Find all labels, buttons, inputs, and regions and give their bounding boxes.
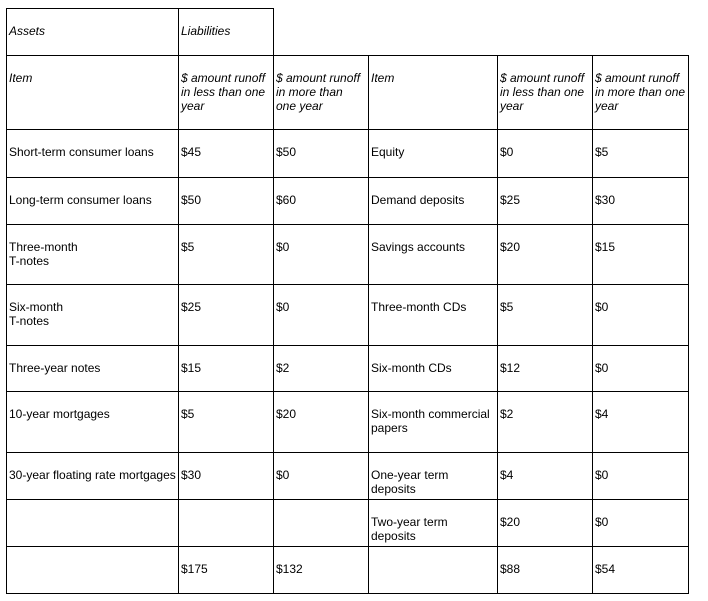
grid-line bbox=[6, 391, 689, 392]
table-cell: $45 bbox=[181, 145, 202, 159]
table-cell: $30 bbox=[595, 193, 616, 207]
table-cell: $15 bbox=[595, 240, 616, 254]
table-cell: $5 bbox=[500, 300, 514, 314]
grid-line bbox=[6, 593, 689, 594]
grid-line bbox=[6, 345, 689, 346]
column-header: $ amount runoff in more than one year bbox=[276, 71, 361, 113]
table-cell: $12 bbox=[500, 361, 521, 375]
liabilities-group-header: Liabilities bbox=[181, 24, 231, 38]
table-cell: $2 bbox=[500, 407, 514, 421]
table-cell: $0 bbox=[500, 145, 514, 159]
column-header: Item bbox=[371, 71, 395, 85]
table-cell: Six-month T-notes bbox=[9, 300, 64, 328]
table-cell: $60 bbox=[276, 193, 297, 207]
table-cell bbox=[274, 513, 368, 546]
table-cell: $50 bbox=[181, 193, 202, 207]
grid-line bbox=[6, 224, 689, 225]
grid-line bbox=[6, 546, 689, 547]
grid-line bbox=[178, 55, 179, 594]
table-cell: Long-term consumer loans bbox=[9, 193, 152, 207]
table-cell: 10-year mortgages bbox=[9, 407, 110, 421]
table-cell: Two-year term deposits bbox=[371, 515, 448, 543]
table-cell: $25 bbox=[500, 193, 521, 207]
table-cell: $0 bbox=[595, 361, 609, 375]
table-cell: $4 bbox=[500, 468, 514, 482]
grid-line bbox=[368, 55, 369, 594]
column-header: Item bbox=[9, 71, 33, 85]
grid-line bbox=[688, 55, 689, 594]
table-cell: $4 bbox=[595, 407, 609, 421]
table-cell bbox=[7, 560, 178, 593]
table-cell: $0 bbox=[595, 468, 609, 482]
table-cell: $0 bbox=[595, 300, 609, 314]
table-cell: Short-term consumer loans bbox=[9, 145, 154, 159]
table-cell: $20 bbox=[276, 407, 297, 421]
table-cell: $132 bbox=[276, 562, 303, 576]
column-header: $ amount runoff in less than one year bbox=[181, 71, 266, 113]
table-cell: Six-month CDs bbox=[371, 361, 452, 375]
table-cell: $175 bbox=[181, 562, 208, 576]
column-header: $ amount runoff in less than one year bbox=[500, 71, 585, 113]
table-cell: Three-month T-notes bbox=[9, 240, 78, 268]
table-cell: Equity bbox=[371, 145, 405, 159]
table-cell: $30 bbox=[181, 468, 202, 482]
table-cell: $0 bbox=[276, 300, 290, 314]
table-cell: Savings accounts bbox=[371, 240, 466, 254]
table-cell bbox=[369, 560, 497, 593]
table-cell: $25 bbox=[181, 300, 202, 314]
grid-line bbox=[592, 55, 593, 594]
table-cell: $54 bbox=[595, 562, 616, 576]
table-cell: $20 bbox=[500, 240, 521, 254]
grid-line bbox=[6, 55, 7, 594]
grid-line bbox=[6, 129, 689, 130]
table-cell: Demand deposits bbox=[371, 193, 465, 207]
grid-line bbox=[6, 8, 274, 9]
grid-line bbox=[6, 499, 689, 500]
grid-line bbox=[6, 452, 689, 453]
grid-line bbox=[273, 8, 274, 55]
table-cell: $20 bbox=[500, 515, 521, 529]
table-cell: $15 bbox=[181, 361, 202, 375]
table-cell: $88 bbox=[500, 562, 521, 576]
table-cell: Three-year notes bbox=[9, 361, 101, 375]
assets-group-header: Assets bbox=[9, 24, 46, 38]
table-cell: One-year term deposits bbox=[371, 468, 449, 496]
table-cell bbox=[7, 513, 178, 546]
table-cell: $50 bbox=[276, 145, 297, 159]
table-cell: $5 bbox=[595, 145, 609, 159]
table-cell: $0 bbox=[595, 515, 609, 529]
table-cell: 30-year floating rate mortgages bbox=[9, 468, 176, 482]
table-cell: $0 bbox=[276, 468, 290, 482]
table-cell: $5 bbox=[181, 407, 195, 421]
grid-line bbox=[178, 8, 179, 55]
table-cell: $0 bbox=[276, 240, 290, 254]
grid-line bbox=[497, 55, 498, 594]
grid-line bbox=[6, 55, 689, 56]
table-cell: $5 bbox=[181, 240, 195, 254]
column-header: $ amount runoff in more than one year bbox=[595, 71, 686, 113]
table-cell: Three-month CDs bbox=[371, 300, 467, 314]
table-cell: $2 bbox=[276, 361, 290, 375]
table-cell: Six-month commercial papers bbox=[371, 407, 490, 435]
grid-line bbox=[6, 284, 689, 285]
table-cell bbox=[179, 513, 273, 546]
grid-line bbox=[6, 177, 689, 178]
grid-line bbox=[273, 55, 274, 594]
grid-line bbox=[6, 8, 7, 55]
